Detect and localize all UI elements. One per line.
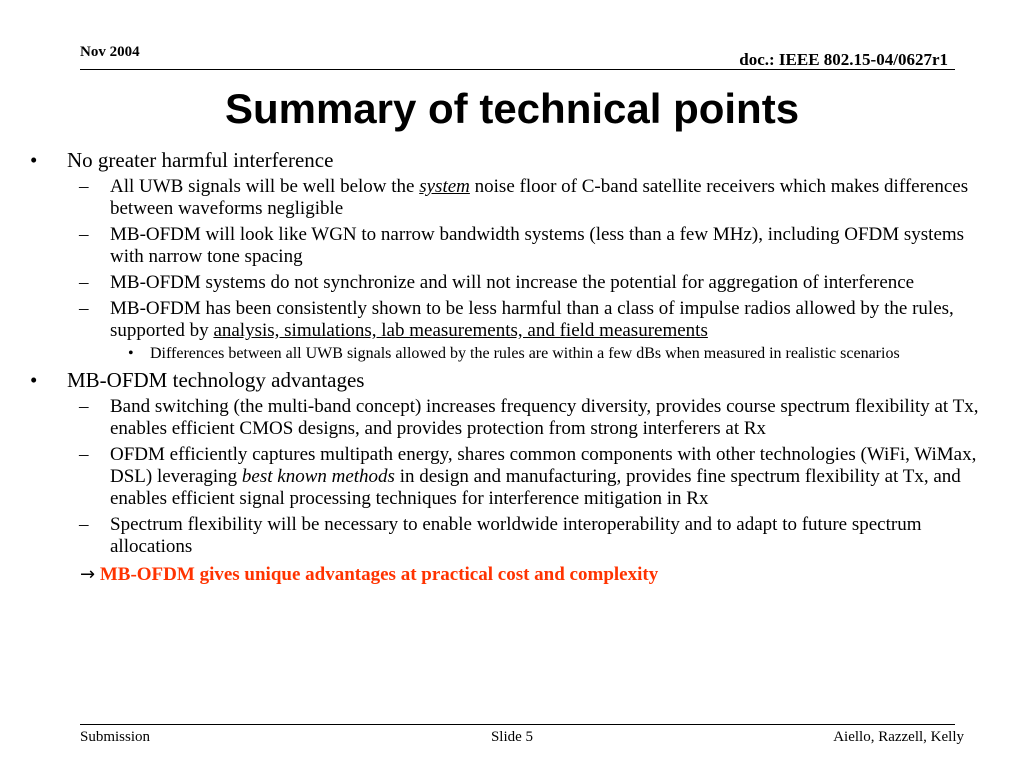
text-less-harmful-a: MB-OFDM has been consistently shown to be less harmful than a class of impulse radios allowed by the rules, supported by	[110, 298, 954, 341]
text-uwb-noise-system: system	[419, 176, 470, 197]
sub-bullet-spectrum-flexibility	[30, 514, 990, 558]
text-wgn: MB-OFDM will look like WGN to narrow bandwidth systems (less than a few MHz), including OFDM systems with narrow tone spacing	[110, 224, 965, 267]
footer-authors: Aiello, Razzell, Kelly	[833, 729, 964, 745]
bullet-interference	[30, 148, 990, 172]
bullet-advantages-text: MB-OFDM technology advantages	[67, 368, 365, 392]
text-synchronize: MB-OFDM systems do not synchronize and will not increase the potential for aggregation of interference	[110, 272, 915, 293]
header-divider	[80, 69, 955, 70]
text-band-switching: Band switching (the multi-band concept) increases frequency diversity, provides course spectrum flexibility at Tx, enables efficient CMOS designs, and provides protection from strong interferers at Rx	[110, 396, 979, 439]
footer-slide-number: Slide 5	[490, 729, 534, 745]
text-less-harmful-evidence: analysis, simulations, lab measurements, and field measurements	[213, 320, 708, 341]
sub-bullet-synchronize	[30, 272, 990, 294]
header-date: Nov 2004	[80, 44, 140, 60]
text-ofdm-c: in design and manufacturing, provides fine spectrum flexibility at Tx, and enables efficient signal processing techniques for interference mitigation in Rx	[110, 466, 961, 509]
bullet-advantages	[30, 368, 990, 392]
dash-marker: –	[79, 272, 89, 293]
text-uwb-noise-c: noise floor of C-band satellite receivers which makes differences between waveforms negligible	[110, 176, 969, 219]
bullet-marker: •	[30, 368, 38, 392]
sub-bullet-wgn	[30, 224, 990, 268]
dash-marker: –	[79, 514, 89, 535]
dash-marker: –	[79, 224, 89, 245]
dash-marker: –	[79, 176, 89, 197]
dash-marker: –	[79, 444, 89, 465]
dash-marker: –	[79, 298, 89, 319]
header-doc-id: doc.: IEEE 802.15-04/0627r1	[739, 50, 948, 69]
right-arrow-icon: →	[80, 564, 96, 585]
conclusion-line	[30, 564, 990, 586]
sub-bullet-uwb-noise-floor	[30, 176, 990, 220]
bullet-marker: •	[30, 148, 38, 172]
dash-marker: –	[79, 396, 89, 417]
conclusion-text: MB-OFDM gives unique advantages at practical cost and complexity	[99, 564, 659, 585]
sub-bullet-less-harmful	[30, 298, 990, 342]
text-uwb-noise-a: All UWB signals will be well below the	[110, 176, 420, 197]
slide-content	[30, 148, 990, 586]
bullet-interference-text: No greater harmful interference	[67, 148, 334, 172]
sub-bullet-band-switching	[30, 396, 990, 440]
text-differences: Differences between all UWB signals allowed by the rules are within a few dBs when measured in realistic scenarios	[150, 345, 900, 362]
footer-submission: Submission	[80, 729, 151, 745]
footer-divider	[80, 724, 955, 725]
slide-title: Summary of technical points	[224, 85, 800, 132]
sub-sub-bullet-differences	[30, 345, 990, 363]
bullet-marker: •	[128, 345, 134, 362]
text-spectrum-flexibility: Spectrum flexibility will be necessary to enable worldwide interoperability and to adapt to future spectrum allocations	[110, 514, 922, 557]
text-ofdm-a: OFDM efficiently captures multipath energy, shares common components with other technologies (WiFi, WiMax, DSL) leveraging	[110, 444, 977, 487]
text-ofdm-best-known: best known methods	[241, 466, 395, 487]
sub-bullet-ofdm-multipath	[30, 444, 990, 510]
